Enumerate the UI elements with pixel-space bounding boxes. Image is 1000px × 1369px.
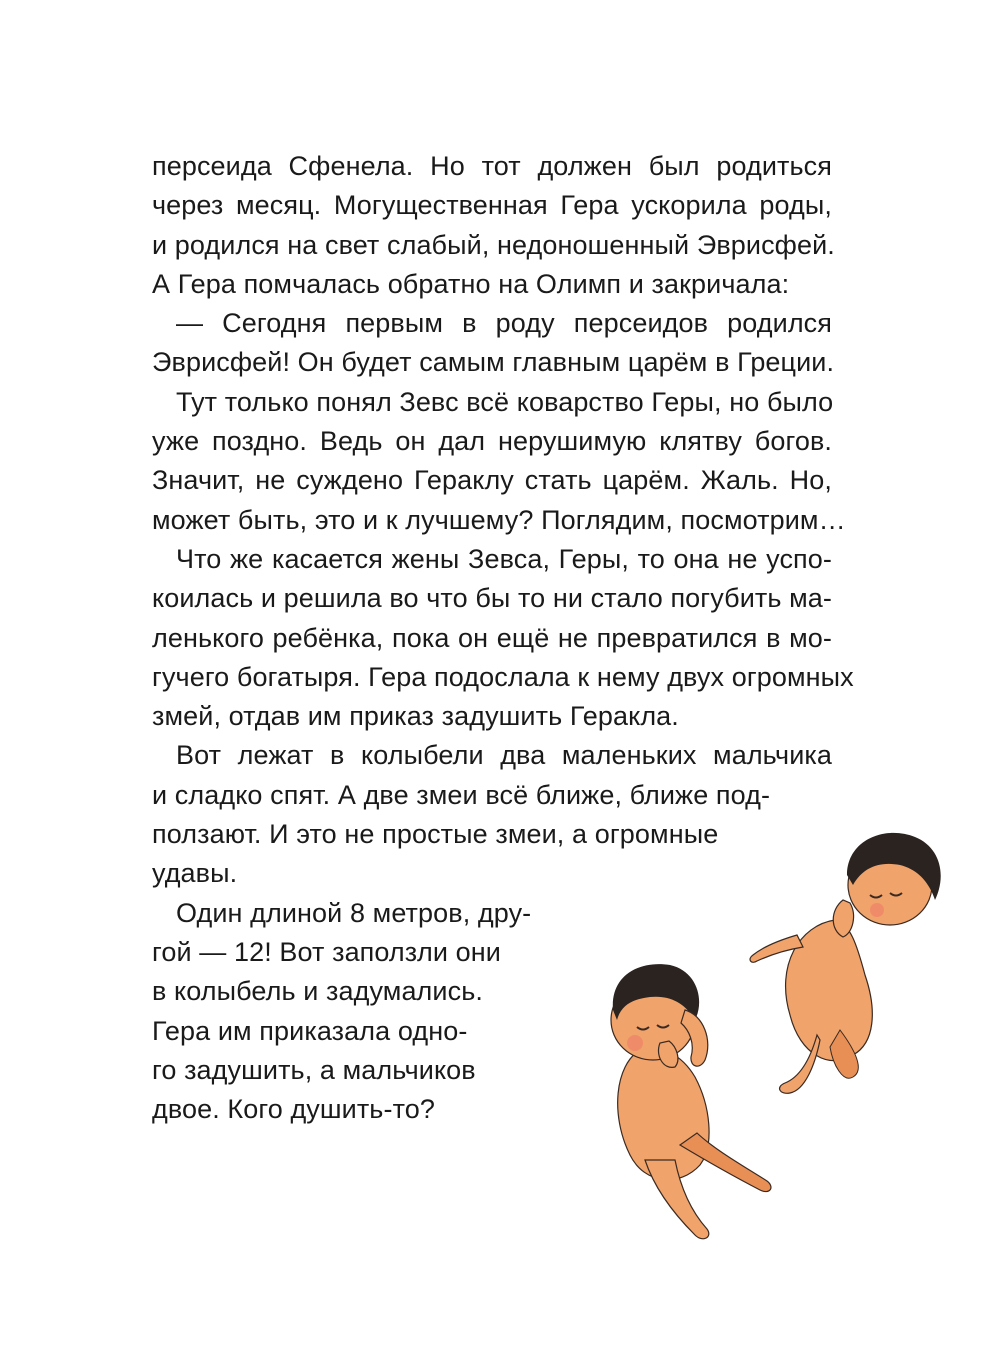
text-line: змей, отдав им приказ задушить Геракла. [152,701,679,732]
text-line: Что же касается жены Зевса, Геры, то она не успо- [176,543,832,574]
text-line: Эврисфей! Он будет самым главным царём в Греции. [152,347,835,378]
text-line: и сладко спят. А две змеи всё ближе, ближе под- [152,779,771,810]
baby-upper-icon [750,833,941,1093]
sleeping-babies-illustration [585,815,960,1250]
text-line: гучего богатыря. Гера подослала к нему двух огромных [152,661,854,692]
text-line: Значит, не суждено Гераклу стать царём. Жаль. Но, [152,465,832,496]
text-line: коилась и решила во что бы то ни стало погубить ма- [152,583,832,614]
text-line: гой — 12! Вот заползли они [152,936,501,967]
text-line: в колыбель и задумались. [152,976,483,1007]
text-line: ленького ребёнка, пока он ещё не превратился в мо- [152,622,832,653]
text-line: — Сегодня первым в роду персеидов родился [176,308,832,339]
text-line: удавы. [152,858,238,889]
text-line: персеида Сфенела. Но тот должен был родиться [152,151,832,181]
text-line: ползают. И это не простые змеи, а огромные [152,819,719,850]
text-line: Вот лежат в колыбели два маленьких мальчика [176,740,832,771]
text-line: через месяц. Могущественная Гера ускорила роды, [152,190,832,221]
baby-lower-icon [611,964,771,1239]
text-line: уже поздно. Ведь он дал нерушимую клятву богов. [152,426,832,457]
text-line: двое. Кого душить-то? [152,1094,435,1125]
text-line: Тут только понял Зевс всё коварство Геры, но было [176,386,834,417]
text-line: может быть, это и к лучшему? Поглядим, посмотрим… [152,504,846,535]
text-line: го задушить, а мальчиков [152,1054,476,1085]
text-line: А Гера помчалась обратно на Олимп и закричала: [152,268,790,299]
text-line: Один длиной 8 метров, дру- [176,897,532,928]
text-line: Гера им приказала одно- [152,1015,468,1046]
text-line: и родился на свет слабый, недоношенный Эврисфей. [152,229,835,260]
